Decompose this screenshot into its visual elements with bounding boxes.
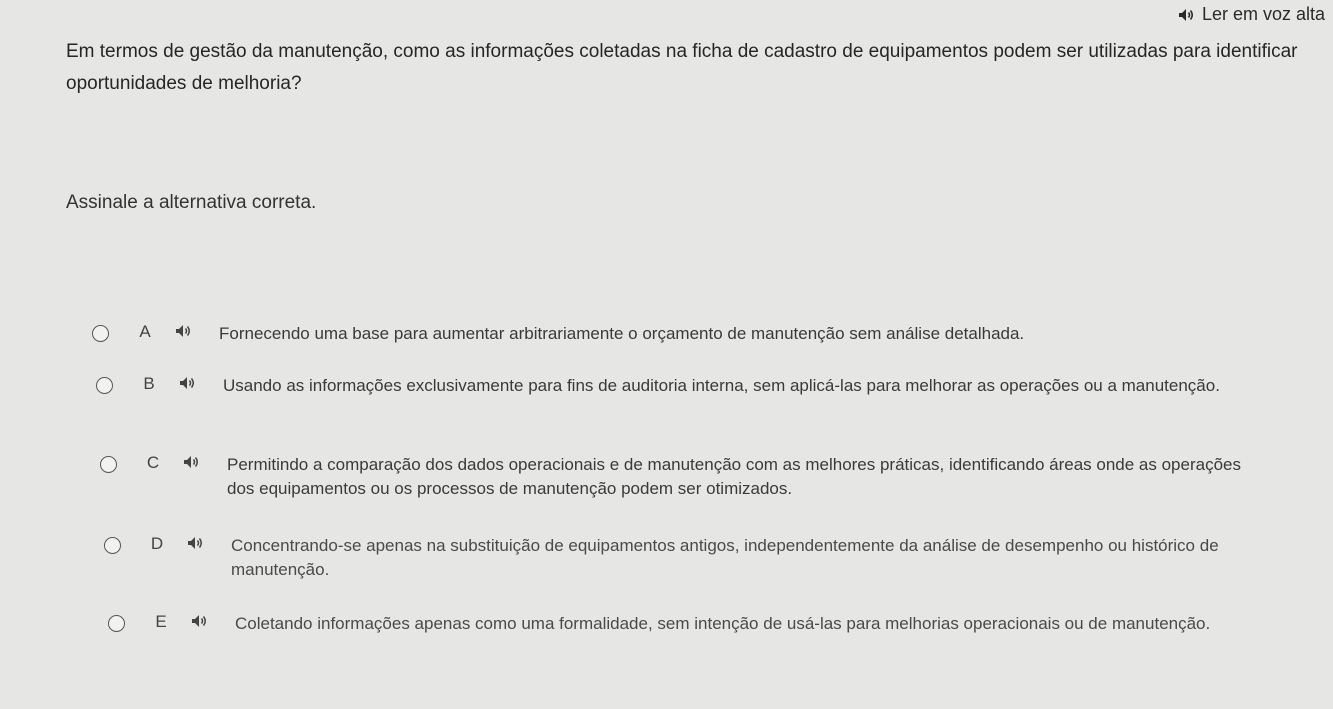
option-a[interactable] <box>92 322 1269 346</box>
option-text: Concentrando-se apenas na substituição de equipamentos antigos, independentemente da análise de desempenho ou histórico de manutenção. <box>231 536 1219 579</box>
speaker-icon[interactable] <box>191 614 209 633</box>
radio-button-e[interactable] <box>108 615 125 632</box>
option-c[interactable] <box>100 453 1257 501</box>
option-letter: A <box>139 322 151 341</box>
speaker-icon[interactable] <box>179 376 197 395</box>
option-text: Permitindo a comparação dos dados operacionais e de manutenção com as melhores práticas, identificando áreas onde as operações dos equipamentos ou os processos de manutenção podem ser otimizados. <box>227 455 1241 498</box>
option-letter: B <box>143 374 155 393</box>
speaker-icon[interactable] <box>187 536 205 555</box>
option-text: Usando as informações exclusivamente para fins de auditoria interna, sem aplicá-las para melhorar as operações ou a manutenção. <box>223 376 1220 395</box>
read-aloud-label: Ler em voz alta <box>1201 4 1325 24</box>
option-d[interactable] <box>104 534 1276 582</box>
question-text: Em termos de gestão da manutenção, como as informações coletadas na ficha de cadastro de equipamentos podem ser utilizadas para identificar oportunidades de melhoria? <box>66 41 1298 94</box>
radio-button-d[interactable] <box>104 537 121 554</box>
radio-button-c[interactable] <box>100 456 117 473</box>
option-letter: E <box>155 612 167 631</box>
speaker-icon[interactable] <box>183 455 201 474</box>
question-instruction: Assinale a alternativa correta. <box>66 192 317 213</box>
speaker-icon <box>1178 8 1196 22</box>
speaker-icon[interactable] <box>175 324 193 343</box>
option-text: Fornecendo uma base para aumentar arbitrariamente o orçamento de manutenção sem análise detalhada. <box>219 324 1025 343</box>
option-letter: C <box>146 453 160 472</box>
radio-button-a[interactable] <box>92 325 109 342</box>
radio-button-b[interactable] <box>96 377 113 394</box>
option-text: Coletando informações apenas como uma formalidade, sem intenção de usá-las para melhorias operacionais ou de manutenção. <box>235 614 1211 633</box>
read-aloud-button[interactable] <box>1178 4 1325 25</box>
option-e[interactable] <box>108 612 1240 636</box>
option-letter: D <box>150 534 164 553</box>
option-b[interactable] <box>96 374 1223 398</box>
